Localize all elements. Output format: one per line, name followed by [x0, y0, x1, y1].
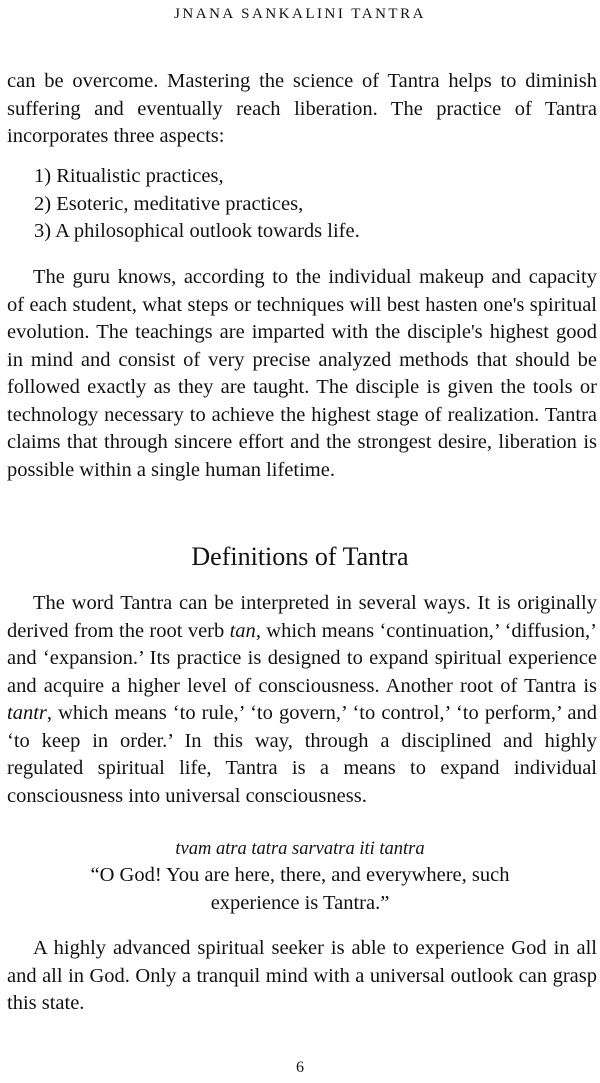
aspects-list: [34, 163, 574, 246]
page-number: 6: [296, 1059, 304, 1076]
section-heading: Definitions of Tantra: [191, 542, 409, 571]
paragraph-text: , which means ‘continuation,’ ‘diffusion,’ and ‘expansion.’ Its practice is designed to expand spiritual experience and acquire a higher level of consciousness. Another root of Tantra is: [7, 619, 598, 697]
paragraph-guru: The guru knows, according to the individual makeup and capacity of each student, what steps or techniques will best hasten one's spiritual evolution. The teachings are imparted with the disciple's highest good in mind and consist of very precise analyzed methods that should be followed exactly as they are taught. The disciple is given the tools or technology necessary to achieve the highest stage of realization. Tantra claims that through sincere effort and the strongest desire, liberation is possible within a single human lifetime.: [7, 266, 597, 481]
paragraph-definitions: [7, 590, 597, 810]
paragraph-seeker: A highly advanced spiritual seeker is able to experience God in all and all in God. Only a tranquil mind with a universal outlook can grasp this state.: [7, 937, 597, 1014]
paragraph-text: The word Tantra can be interpreted in several ways. It is originally derived from the root verb: [7, 592, 597, 642]
sanskrit-verse: tvam atra tatra sarvatra iti tantra: [175, 839, 425, 859]
sanskrit-term-tan: tan: [229, 619, 256, 642]
list-item: 2) Esoteric, meditative practices,: [34, 192, 304, 215]
verse-translation: “O God! You are here, there, and everywhere, such experience is Tantra.”: [90, 864, 510, 914]
list-item: 1) Ritualistic practices,: [34, 165, 224, 187]
paragraph-intro: can be overcome. Mastering the science of Tantra helps to diminish suffering and eventually reach liberation. The practice of Tantra incorporates three aspects:: [7, 70, 597, 147]
sanskrit-term-tantr: tantr: [7, 702, 47, 724]
list-item: 3) A philosophical outlook towards life.: [34, 220, 360, 242]
running-head: JNANA SANKALINI TANTRA: [174, 6, 426, 22]
paragraph-text: , which means ‘to rule,’ ‘to govern,’ ‘to control,’ ‘to perform,’ and ‘to keep in order.’ In this way, through a disciplined and highly regulated spiritual life, Tantra is a means to expand individual consciousness into universal consciousness.: [7, 702, 597, 807]
